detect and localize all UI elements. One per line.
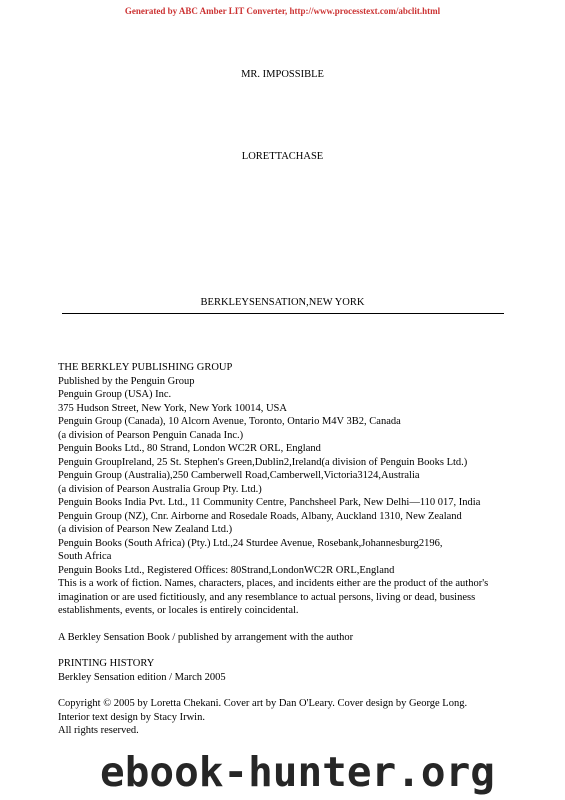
copyright-line: All rights reserved. xyxy=(58,725,139,736)
site-watermark: ebook-hunter.org xyxy=(100,748,495,796)
imprint-line: Published by the Penguin Group xyxy=(58,375,195,387)
imprint-line: THE BERKLEY PUBLISHING GROUP xyxy=(58,362,233,373)
arrangement-line: A Berkley Sensation Book / published by arrangement with the author xyxy=(58,631,354,643)
imprint-line: Penguin Books India Pvt. Ltd., 11 Community Centre, Panchsheel Park, New Delhi—110 017, India xyxy=(58,497,481,508)
imprint-line: Penguin Group (Canada), 10 Alcorn Avenue, Toronto, Ontario M4V 3B2, Canada xyxy=(58,416,401,427)
imprint-line: Penguin Books Ltd., Registered Offices: 80Strand,LondonWC2R ORL,England xyxy=(58,564,395,576)
paragraph-gap xyxy=(58,644,518,657)
copyright-line: Interior text design by Stacy Irwin. xyxy=(58,711,205,723)
converter-banner[interactable]: Generated by ABC Amber LIT Converter, http://www.processtext.com/abclit.html xyxy=(124,6,441,16)
fiction-notice-line: establishments, events, or locales is entirely coincidental. xyxy=(58,605,299,616)
imprint-line: South Africa xyxy=(58,551,112,562)
imprint-line: Penguin Group (NZ), Cnr. Airborne and Rosedale Roads, Albany, Auckland 1310, New Zealand xyxy=(58,510,462,522)
horizontal-rule xyxy=(62,313,504,314)
imprint-line: Penguin Books Ltd., 80 Strand, London WC2R ORL, England xyxy=(58,443,321,454)
fiction-notice-line: This is a work of fiction. Names, characters, places, and incidents either are the product of the author's xyxy=(58,578,489,589)
printing-history-heading: PRINTING HISTORY xyxy=(58,658,155,669)
book-author: LORETTACHASE xyxy=(241,151,324,162)
imprint-line: 375 Hudson Street, New York, New York 10014, USA xyxy=(58,402,287,414)
copyright-line: Copyright © 2005 by Loretta Chekani. Cover art by Dan O'Leary. Cover design by George Long. xyxy=(58,698,468,709)
imprint-line: Penguin Group (USA) Inc. xyxy=(58,389,172,400)
copyright-page-body xyxy=(58,361,518,738)
fiction-notice-line: imagination or are used fictitiously, and any resemblance to actual persons, living or dead, business xyxy=(58,591,476,603)
imprint-line: Penguin Books (South Africa) (Pty.) Ltd.,24 Sturdee Avenue, Rosebank,Johannesburg2196, xyxy=(58,537,443,549)
paragraph-gap xyxy=(58,618,518,631)
publisher-line: BERKLEYSENSATION,NEW YORK xyxy=(200,297,365,308)
book-title: MR. IMPOSSIBLE xyxy=(241,69,324,80)
imprint-line: (a division of Pearson Penguin Canada Inc.) xyxy=(58,429,244,441)
paragraph-gap xyxy=(58,684,518,697)
printing-history-edition: Berkley Sensation edition / March 2005 xyxy=(58,671,226,683)
imprint-line: (a division of Pearson Australia Group Pty. Ltd.) xyxy=(58,483,262,495)
imprint-line: Penguin GroupIreland, 25 St. Stephen's Green,Dublin2,Ireland(a division of Penguin Books Ltd.) xyxy=(58,456,468,468)
imprint-line: (a division of Pearson New Zealand Ltd.) xyxy=(58,524,233,535)
imprint-line: Penguin Group (Australia),250 Camberwell Road,Camberwell,Victoria3124,Australia xyxy=(58,470,420,481)
